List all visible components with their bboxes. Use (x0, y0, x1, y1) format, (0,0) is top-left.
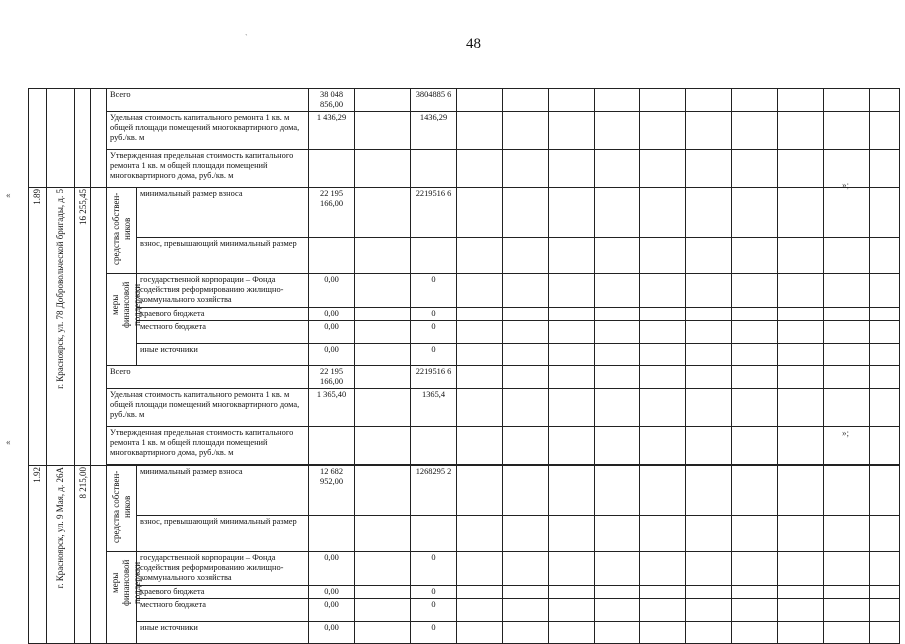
page-number: 48 (466, 36, 481, 52)
min-contribution-value-alt: 1268295 2 (411, 466, 457, 516)
unit-cost-value-alt: 1365,4 (411, 389, 457, 427)
table-row (29, 89, 900, 112)
table-row (29, 586, 900, 599)
row-label-state-corp: государственной корпорации – Фонда содействия реформированию жилищно-коммунального хозяйства (137, 274, 309, 308)
row-label-approved-limit: Утвержденная предельная стоимость капитального ремонта 1 кв. м общей площади помещений многоквартирного дома, руб./кв. м (107, 427, 309, 465)
min-contribution-value-alt: 2219516 6 (411, 188, 457, 238)
state-corp-value: 0,00 (309, 274, 355, 308)
table-row (29, 112, 900, 150)
owners-funds-label: средства собствен-ников (110, 192, 132, 266)
row-label-total: Всего (107, 89, 309, 112)
item-number: 1.89 (32, 189, 42, 205)
support-measures-cell (107, 274, 142, 366)
regional-budget-value-alt: 0 (411, 308, 457, 321)
row-label-total: Всего (107, 366, 309, 389)
item-number: 1.92 (32, 467, 42, 483)
total-value: 22 195 166,00 (309, 366, 355, 389)
row-label-state-corp: государственной корпорации – Фонда содействия реформированию жилищно-коммунального хозяйства (137, 552, 309, 586)
support-measures-cell (107, 552, 142, 644)
regional-budget-value: 0,00 (309, 586, 355, 599)
table-row (29, 389, 900, 427)
row-label-approved-limit: Утвержденная предельная стоимость капитального ремонта 1 кв. м общей площади помещений многоквартирного дома, руб./кв. м (107, 150, 309, 188)
address: г. Красноярск, ул. 9 Мая, д. 26А (55, 467, 65, 589)
open-quote-mark: « (6, 190, 11, 200)
row-label-other-sources: иные источники (137, 622, 309, 644)
row-label-other-sources: иные источники (137, 344, 309, 366)
table-row (29, 274, 900, 308)
other-sources-value: 0,00 (309, 622, 355, 644)
table-row (29, 427, 900, 465)
other-sources-value: 0,00 (309, 344, 355, 366)
row-label-unit-cost: Удельная стоимость капитального ремонта 1 кв. м общей площади помещений многоквартирного дома, руб./кв. м (107, 112, 309, 150)
total-value-alt: 3804885 6 (411, 89, 457, 112)
row-label-min-contribution: минимальный размер взноса (137, 188, 309, 238)
close-quote-mark: »; (842, 428, 850, 438)
area: 8 215,00 (78, 467, 88, 499)
support-measures-label: меры финансовой поддержки (110, 281, 142, 329)
scan-mark: ` (245, 33, 248, 42)
table-row (29, 344, 900, 366)
min-contribution-value: 12 682 952,00 (309, 466, 355, 516)
open-quote-mark: « (6, 437, 11, 447)
row-label-over-min: взнос, превышающий минимальный размер (137, 515, 309, 551)
local-budget-value: 0,00 (309, 599, 355, 622)
row-label-regional-budget: краевого бюджета (137, 308, 309, 321)
table-row (29, 515, 900, 551)
item-number-cell (29, 466, 47, 644)
row-label-local-budget: местного бюджета (137, 599, 309, 622)
state-corp-value-alt: 0 (411, 274, 457, 308)
local-budget-value: 0,00 (309, 321, 355, 344)
support-measures-label: меры финансовой поддержки (110, 559, 142, 607)
local-budget-value-alt: 0 (411, 321, 457, 344)
address: г. Красноярск, ул. 78 Добровольческой бригады, д. 5 (55, 189, 65, 389)
table-row (29, 366, 900, 389)
owners-funds-cell (107, 466, 137, 552)
unit-cost-value: 1 365,40 (309, 389, 355, 427)
state-corp-value-alt: 0 (411, 552, 457, 586)
min-contribution-value: 22 195 166,00 (309, 188, 355, 238)
area-cell (75, 188, 91, 466)
unit-cost-value: 1 436,29 (309, 112, 355, 150)
row-label-regional-budget: краевого бюджета (137, 586, 309, 599)
table-row (29, 466, 900, 516)
owners-funds-label: средства собствен-ников (110, 470, 132, 544)
table-row (29, 308, 900, 321)
row-label-min-contribution: минимальный размер взноса (137, 466, 309, 516)
regional-budget-value-alt: 0 (411, 586, 457, 599)
close-quote-mark: »; (842, 180, 850, 190)
owners-funds-cell (107, 188, 137, 274)
table-row (29, 321, 900, 344)
row-label-unit-cost: Удельная стоимость капитального ремонта 1 кв. м общей площади помещений многоквартирного дома, руб./кв. м (107, 389, 309, 427)
table-row (29, 237, 900, 273)
total-value: 38 048 856,00 (309, 89, 355, 112)
address-cell (47, 466, 75, 644)
table-row (29, 552, 900, 586)
area-cell (75, 466, 91, 644)
row-label-over-min: взнос, превышающий минимальный размер (137, 237, 309, 273)
area: 16 255,45 (78, 189, 88, 225)
address-cell (47, 188, 75, 466)
other-sources-value-alt: 0 (411, 344, 457, 366)
table-row (29, 188, 900, 238)
unit-cost-value-alt: 1436,29 (411, 112, 457, 150)
regional-budget-value: 0,00 (309, 308, 355, 321)
table-row (29, 150, 900, 188)
local-budget-value-alt: 0 (411, 599, 457, 622)
state-corp-value: 0,00 (309, 552, 355, 586)
table-row (29, 622, 900, 644)
other-sources-value-alt: 0 (411, 622, 457, 644)
total-value-alt: 2219516 6 (411, 366, 457, 389)
repair-cost-table (28, 88, 900, 644)
row-label-local-budget: местного бюджета (137, 321, 309, 344)
table-row (29, 599, 900, 622)
item-number-cell (29, 188, 47, 466)
